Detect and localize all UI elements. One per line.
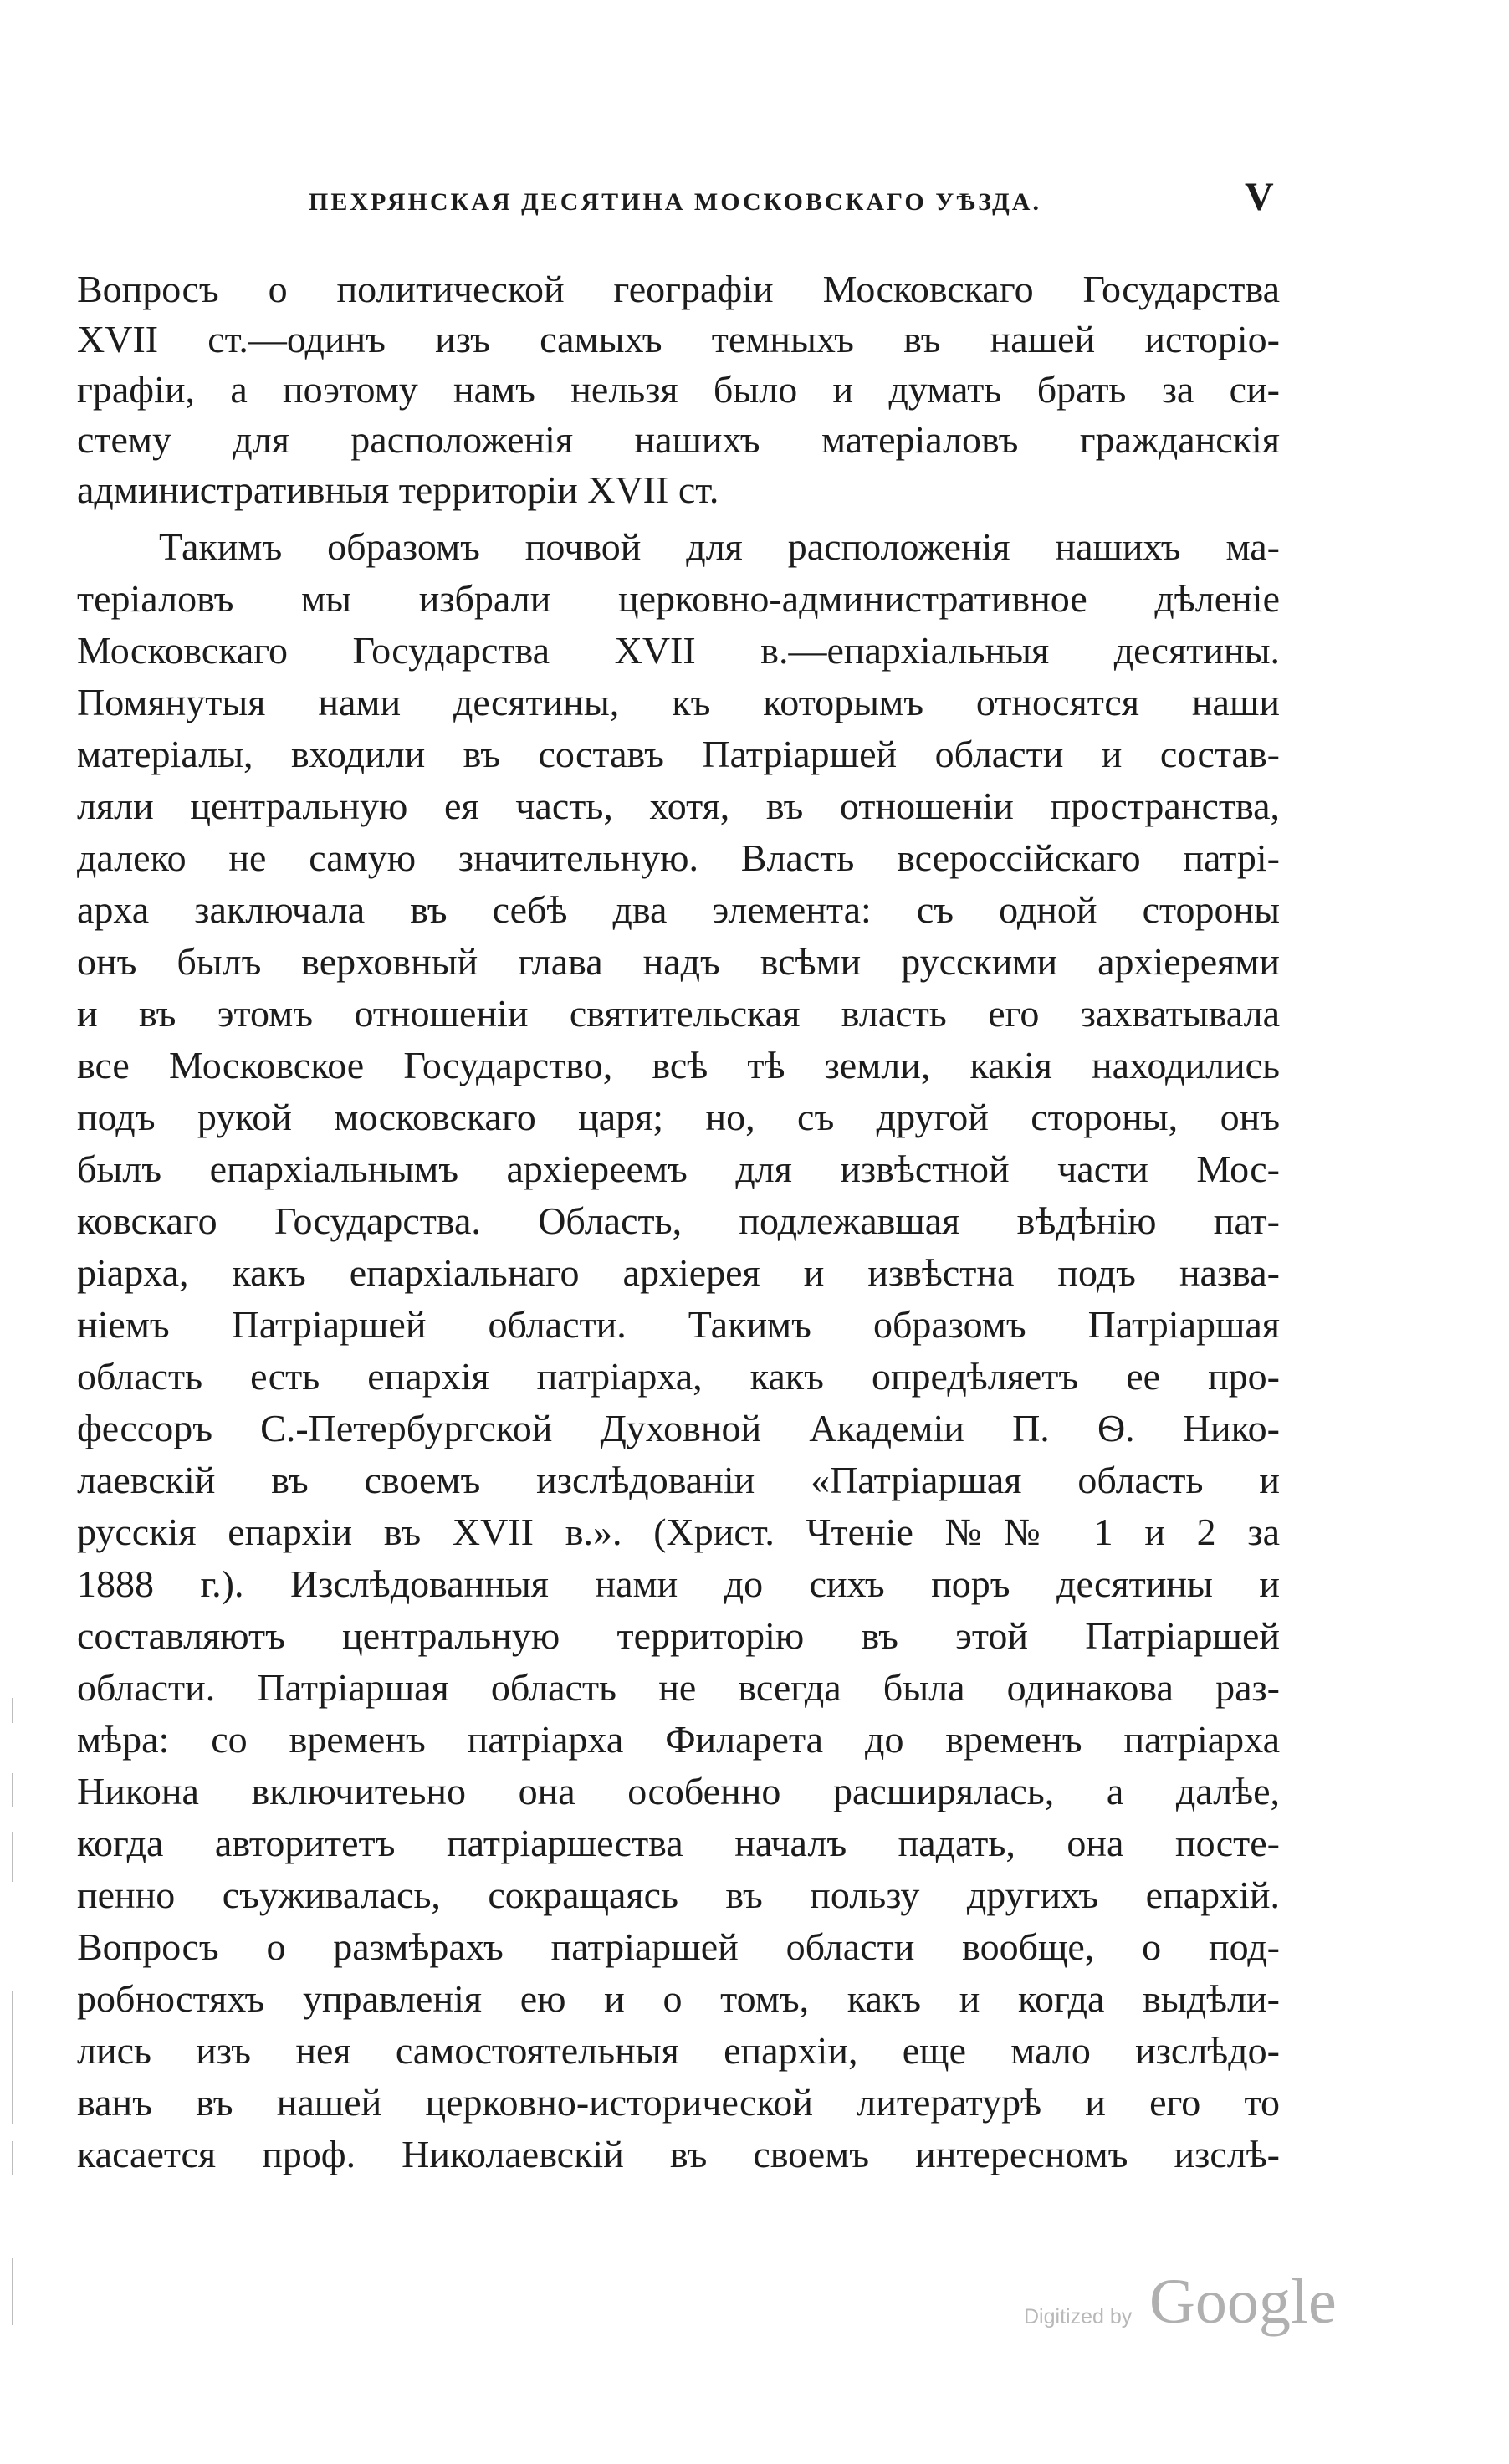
text-line: административныя территоріи XVII ст.: [77, 468, 719, 511]
watermark-digitized-text: Digitized by: [1024, 2305, 1133, 2329]
scan-margin-mark: [12, 1832, 13, 1882]
text-line: фессоръ С.-Петербургской Духовной Академіи П. Ѳ. Нико-: [77, 1407, 1280, 1449]
text-line: Такимъ образомъ почвой для расположенія нашихъ ма-: [159, 525, 1280, 568]
text-line: касается проф. Николаевскій въ своемъ интересномъ изслѣ-: [77, 2133, 1280, 2175]
text-line: Московскаго Государства XVII в.—епархіальныя десятины.: [77, 629, 1280, 672]
scan-margin-mark: [12, 1991, 13, 2124]
text-line: арха заключала въ себѣ два элемента: съ одной стороны: [77, 888, 1280, 931]
google-logo: Google: [1149, 2267, 1337, 2337]
page-number: V: [1245, 175, 1274, 219]
text-line: пенно съуживалась, сокращаясь въ пользу другихъ епархій.: [77, 1874, 1280, 1916]
text-line: Вопросъ о политической географіи Московскаго Государства: [77, 268, 1280, 310]
text-line: составляютъ центральную территорію въ этой Патріаршей: [77, 1614, 1280, 1657]
text-line: ляли центральную ея часть, хотя, въ отношеніи пространства,: [77, 785, 1280, 827]
scan-margin-mark: [12, 2141, 13, 2175]
text-line: ванъ въ нашей церковно-исторической литературѣ и его то: [77, 2081, 1280, 2124]
scan-margin-mark: [12, 2258, 13, 2325]
text-line: области. Патріаршая область не всегда была одинакова раз-: [77, 1666, 1280, 1709]
text-line: онъ былъ верховный глава надъ всѣми русскими архіереями: [77, 940, 1280, 983]
text-line: ковскаго Государства. Область, подлежавшая вѣдѣнію пат-: [77, 1199, 1280, 1242]
text-line: далеко не самую значительную. Власть всероссійскаго патрі-: [77, 836, 1280, 879]
text-line: когда авторитетъ патріаршества началъ падать, она посте-: [77, 1822, 1280, 1864]
text-line: былъ епархіальнымъ архіереемъ для извѣстной части Мос-: [77, 1148, 1280, 1190]
text-line: стему для расположенія нашихъ матеріаловъ гражданскія: [77, 418, 1280, 461]
text-line: Помянутыя нами десятины, къ которымъ относятся наши: [77, 681, 1280, 723]
text-line: робностяхъ управленія ею и о томъ, какъ и когда выдѣли-: [77, 1977, 1280, 2020]
text-line: подъ рукой московскаго царя; но, съ другой стороны, онъ: [77, 1096, 1280, 1138]
text-line: ніемъ Патріаршей области. Такимъ образомъ Патріаршая: [77, 1303, 1280, 1346]
text-line: графіи, а поэтому намъ нельзя было и думать брать за си-: [77, 368, 1280, 411]
text-line: лаевскій въ своемъ изслѣдованіи «Патріаршая область и: [77, 1459, 1280, 1501]
text-line: все Московское Государство, всѣ тѣ земли, какія находились: [77, 1044, 1280, 1086]
text-line: матеріалы, входили въ составъ Патріаршей области и состав-: [77, 733, 1280, 775]
text-line: и въ этомъ отношеніи святительская власть его захватывала: [77, 992, 1280, 1035]
text-line: область есть епархія патріарха, какъ опредѣляетъ ее про-: [77, 1355, 1280, 1398]
scan-margin-mark: [12, 1698, 13, 1723]
digitized-by-google-watermark: [1024, 2268, 1355, 2335]
text-line: ріарха, какъ епархіальнаго архіерея и извѣстна подъ назва-: [77, 1251, 1280, 1294]
text-line: Никона включитеьно она особенно расширялась, а далѣе,: [77, 1770, 1280, 1812]
text-line: лись изъ нея самостоятельныя епархіи, еще мало изслѣдо-: [77, 2029, 1280, 2072]
scan-margin-mark: [12, 1773, 13, 1807]
text-line: XVII ст.—одинъ изъ самыхъ темныхъ въ нашей исторіо-: [77, 318, 1280, 360]
running-header: ПЕХРЯНСКАЯ ДЕСЯТИНА МОСКОВСКАГО УѢЗДА.: [309, 188, 1041, 216]
text-line: мѣра: со временъ патріарха Филарета до временъ патріарха: [77, 1718, 1280, 1761]
text-line: Вопросъ о размѣрахъ патріаршей области вообще, о под-: [77, 1925, 1280, 1968]
text-line: 1888 г.). Изслѣдованныя нами до сихъ поръ десятины и: [77, 1562, 1280, 1605]
text-line: русскія епархіи въ XVII в.». (Христ. Чтеніе №№ 1 и 2 за: [77, 1511, 1280, 1553]
text-line: теріаловъ мы избрали церковно-административное дѣленіе: [77, 577, 1280, 620]
